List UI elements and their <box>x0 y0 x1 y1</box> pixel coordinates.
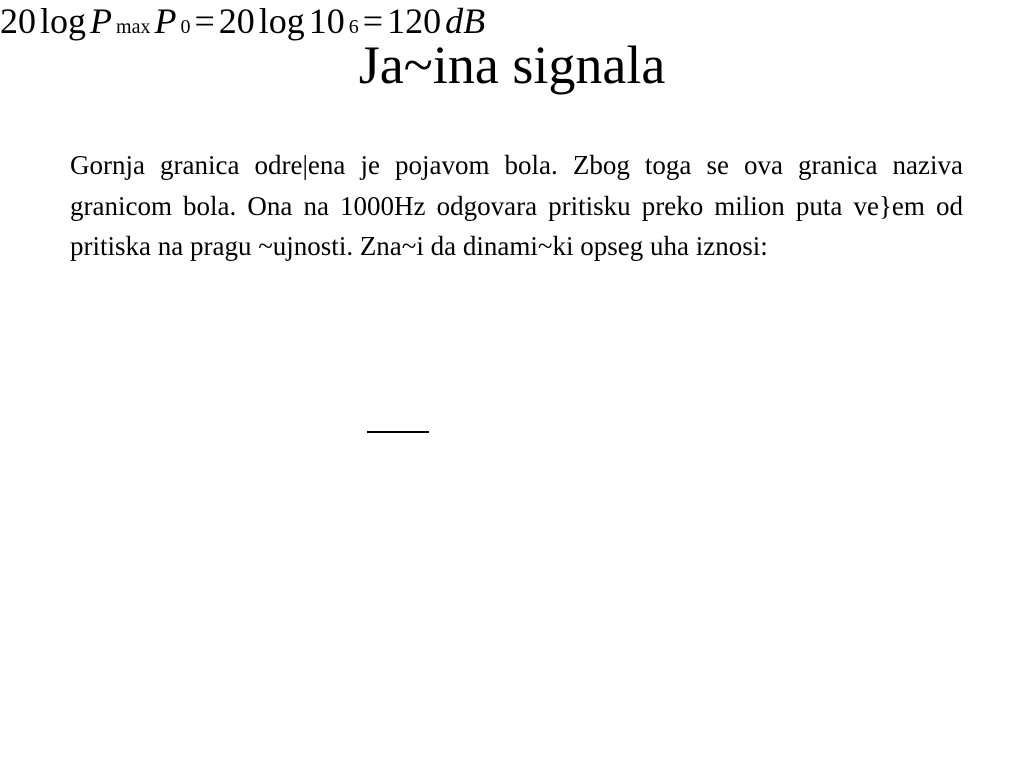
formula-log: log <box>40 1 87 41</box>
formula-unit: dB <box>445 1 486 41</box>
formula-result: 120 <box>387 1 442 41</box>
formula-numerator-p: P <box>90 1 113 41</box>
fraction-bar <box>367 431 429 433</box>
formula-coefficient-20: 20 <box>0 1 36 41</box>
body-paragraph: Gornja granica odre|ena je pojavom bola. Zbog toga se ova granica naziva granicom bola. Ona na 1000Hz odgovara pritisku preko milion puta ve}em od pritiska na pragu ~ujnosti. Zna~i da dinami~ki opseg uha iznosi: <box>70 150 963 261</box>
formula-equals-1: = <box>194 1 215 41</box>
formula-base-10: 10 <box>308 1 345 41</box>
formula-equals-2: = <box>362 1 384 41</box>
formula-exponent: 6 <box>348 16 359 38</box>
formula-numerator-subscript: max <box>116 16 151 38</box>
formula-denominator-p: P <box>154 1 177 41</box>
formula-denominator-subscript: 0 <box>180 16 191 38</box>
slide-title: Ja~ina signala <box>358 35 666 95</box>
formula-coefficient-20-second: 20 <box>218 1 255 41</box>
formula-log-second: log <box>258 1 305 41</box>
